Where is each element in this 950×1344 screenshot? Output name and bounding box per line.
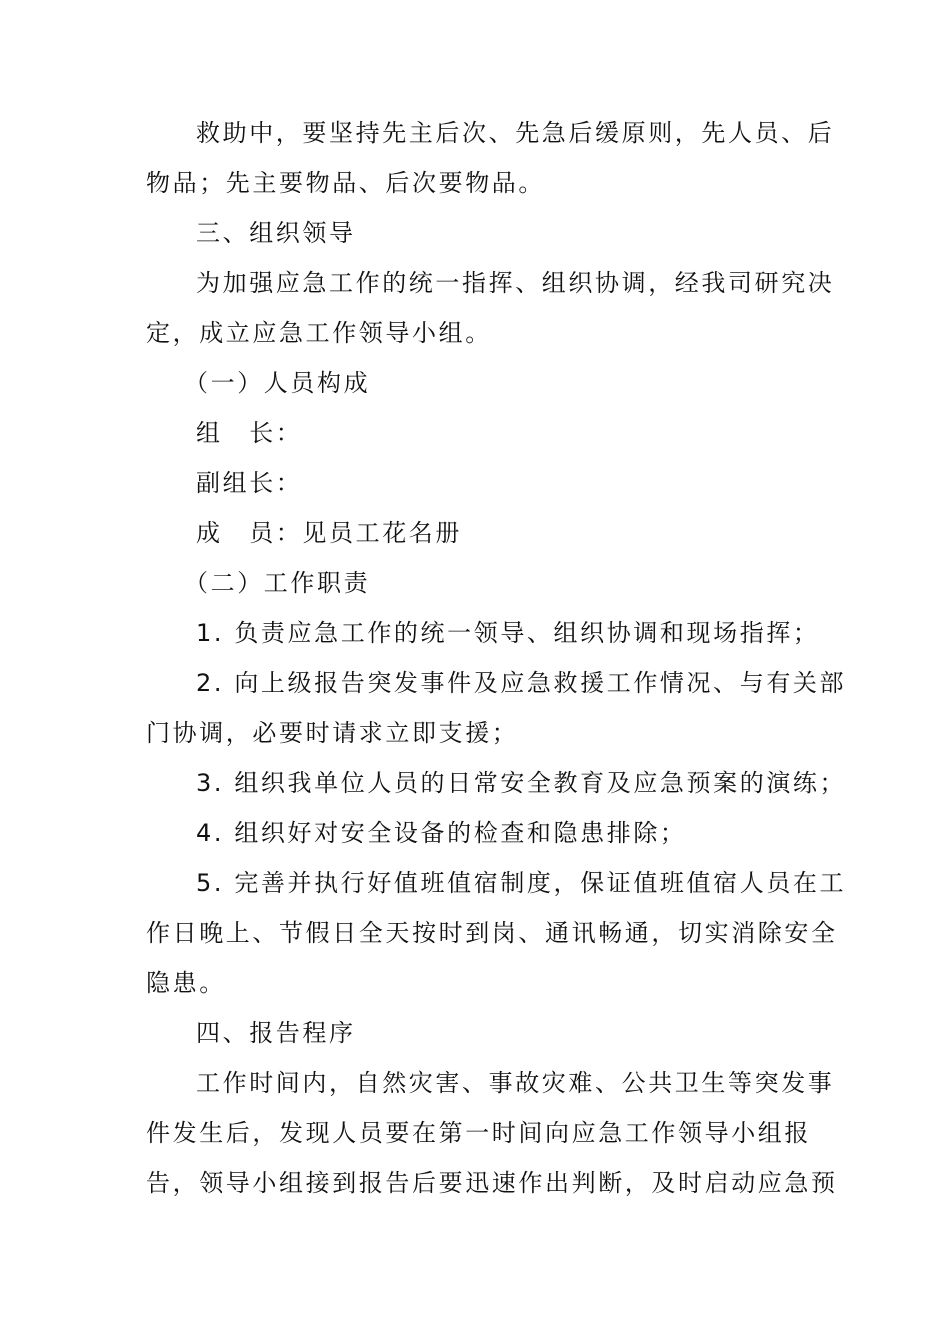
section-heading-reporting-procedure: 四、报告程序 [196,1019,356,1047]
duty-item-3: 3. 组织我单位人员的日常安全教育及应急预案的演练； [196,769,847,797]
duty-item-2-line-2: 门协调，必要时请求立即支援； [146,719,519,747]
paragraph-rescue-principle-line-1: 救助中，要坚持先主后次、先急后缓原则，先人员、后 [196,119,835,147]
duty-item-5-line-3: 隐患。 [146,969,226,997]
duty-item-2-line-1: 2. 向上级报告突发事件及应急救援工作情况、与有关部 [196,669,847,697]
subsection-heading-personnel: （一）人员构成 [184,369,371,397]
field-group-leader: 组 长： [196,419,303,447]
paragraph-reporting-line-3: 告，领导小组接到报告后要迅速作出判断，及时启动应急预 [146,1169,838,1197]
paragraph-reporting-line-1: 工作时间内，自然灾害、事故灾难、公共卫生等突发事 [196,1069,835,1097]
field-deputy-leader: 副组长： [196,469,303,497]
duty-item-1: 1. 负责应急工作的统一领导、组织协调和现场指挥； [196,619,820,647]
subsection-heading-duties: （二）工作职责 [184,569,371,597]
paragraph-rescue-principle-line-2: 物品；先主要物品、后次要物品。 [146,169,545,197]
duty-item-5-line-1: 5. 完善并执行好值班值宿制度，保证值班值宿人员在工 [196,869,847,897]
paragraph-leadership-group-line-2: 定，成立应急工作领导小组。 [146,319,492,347]
section-heading-organization-leadership: 三、组织领导 [196,219,356,247]
paragraph-reporting-line-2: 件发生后，发现人员要在第一时间向应急工作领导小组报 [146,1119,811,1147]
duty-item-4: 4. 组织好对安全设备的检查和隐患排除； [196,819,687,847]
paragraph-leadership-group-line-1: 为加强应急工作的统一指挥、组织协调，经我司研究决 [196,269,835,297]
document-body [146,108,847,1208]
duty-item-5-line-2: 作日晚上、节假日全天按时到岗、通讯畅通，切实消除安全 [146,919,838,947]
field-members: 成 员：见员工花名册 [196,519,462,547]
